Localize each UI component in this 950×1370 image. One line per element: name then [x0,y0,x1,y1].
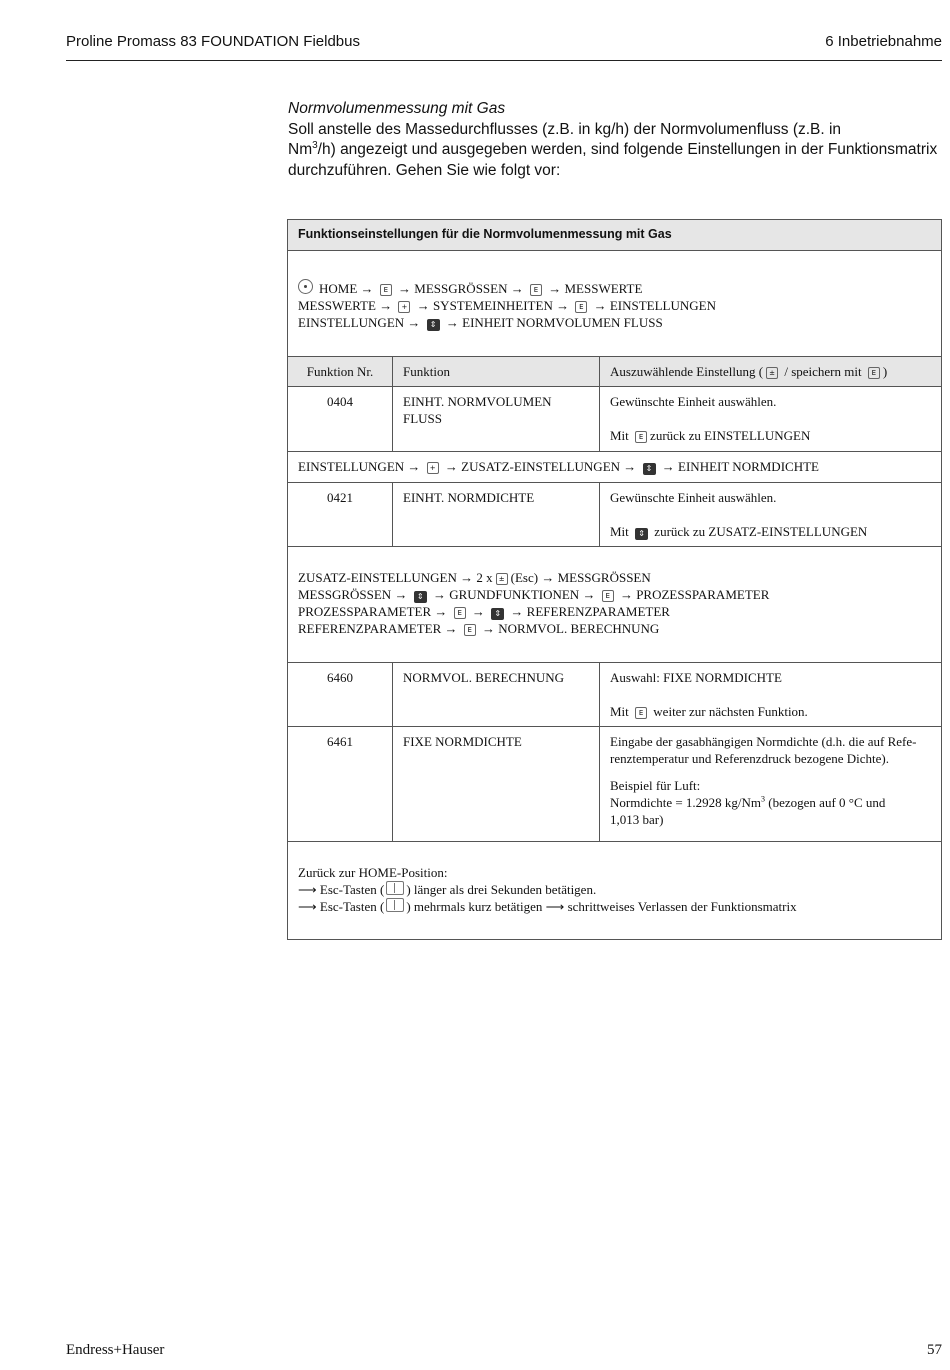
plus-key-icon: + [427,462,439,474]
setting-text: Normdichte = 1.2928 kg/Nm [610,795,762,810]
setting-line [610,523,931,540]
scroll-keys-icon: ⇕ [643,463,656,475]
function-setting [600,663,941,726]
setting-line [610,794,931,811]
setting-line: Beispiel für Luft: [610,778,701,793]
enter-key-icon: E [464,624,476,636]
nav-text: MESSGRÖSSEN [298,587,392,602]
intro-line-1: Soll anstelle des Massedurchflusses (z.B. in kg/h) der Normvolumenfluss (z.B. in [288,120,842,138]
nav-text: 2 x [476,570,493,585]
nav-text: MESSGRÖSSEN [557,570,651,585]
function-number: 0421 [288,483,393,546]
header-divider [66,60,942,61]
nav-text: MESSWERTE [564,281,643,296]
col-header-setting-post: ) [882,364,888,379]
nav-text: (Esc) [510,570,539,585]
col-header-setting-mid: / speichern mit [781,364,865,379]
nav-block-2 [288,451,941,482]
setting-text: zurück zu ZUSATZ-EINSTELLUNGEN [654,524,868,539]
setting-text: (bezogen auf 0 °C und [765,795,886,810]
nav-text: EINHEIT NORMDICHTE [678,459,819,474]
page-number: 57 [927,1342,942,1358]
table-row [288,482,941,546]
nav-text: REFERENZPARAMETER [298,621,442,636]
function-number: 6461 [288,727,393,841]
setting-line: renztemperatur und Referenzdruck bezogene Dichte). [610,751,889,766]
function-setting [600,483,941,546]
esc-keys-icon [386,898,404,912]
nav-line: ZUSATZ-EINSTELLUNGEN → 2 x ± (Esc) → MESSGRÖSSEN [298,570,651,585]
enter-key-icon: E [602,590,614,602]
setting-line: Auswahl: FIXE NORMDICHTE [610,670,782,685]
setting-text: weiter zur nächsten Funktion. [653,704,808,719]
nav-text: REFERENZPARAMETER [526,604,670,619]
enter-key-icon: E [635,431,647,443]
nav-line: MESSWERTE → + → SYSTEMEINHEITEN → E → EINSTELLUNGEN [298,298,716,313]
intro-line-2-sup: 3 [312,139,318,151]
footer-company: Endress+Hauser [66,1342,165,1358]
nav-line: HOME → E → MESSGRÖSSEN → E → MESSWERTE [298,279,931,297]
enter-key-icon: E [454,607,466,619]
table-row [288,386,941,451]
home-return-text: Esc-Tasten ( [319,882,385,897]
table-row [288,726,941,841]
home-return-text: schrittweises Verlassen der Funktionsmatrix [567,899,797,914]
nav-text: ZUSATZ-EINSTELLUNGEN [461,459,621,474]
nav-line: MESSGRÖSSEN → ⇕ → GRUNDFUNKTIONEN → E → PROZESSPARAMETER [298,587,770,602]
nav-block-3 [288,546,941,662]
intro-line-2-post: /h) angezeigt und ausgegeben werden, sind folgende Einstellungen in der Funktionsmatrix [317,141,938,158]
enter-key-icon: E [575,301,587,313]
col-header-setting [600,357,941,386]
function-name: EINHT. NORMVOLUMEN FLUSS [393,387,600,451]
nav-text: EINSTELLUNGEN [609,298,716,313]
nav-text: MESSWERTE [298,298,376,313]
scroll-keys-icon: ⇕ [635,528,648,540]
function-number: 6460 [288,663,393,726]
setting-text: zurück zu EINSTELLUNGEN [650,428,811,443]
nav-line: PROZESSPARAMETER → E → ⇕ → REFERENZPARAMETER [298,604,670,619]
nav-line: EINSTELLUNGEN → + → ZUSATZ-EINSTELLUNGEN → ⇕ → EINHEIT NORMDICHTE [298,459,819,474]
home-key-icon [298,279,313,294]
nav-text: SYSTEMEINHEITEN [432,298,553,313]
header-chapter: 6 Inbetriebnahme [825,33,942,50]
home-return-text: ) mehrmals kurz betätigen [406,899,543,914]
function-setting [600,387,941,451]
scroll-keys-icon: ⇕ [427,319,440,331]
enter-key-icon: E [530,284,542,296]
function-name: EINHT. NORMDICHTE [393,483,600,546]
intro-line-3: durchzuführen. Gehen Sie wie folgt vor: [288,161,561,179]
function-name: FIXE NORMDICHTE [393,727,600,841]
nav-text: GRUNDFUNKTIONEN [449,587,580,602]
esc-keys-icon [386,881,404,895]
intro-section [288,99,938,181]
enter-key-icon: E [380,284,392,296]
home-return-line: ⟶ Esc-Tasten ( ) länger als drei Sekunden betätigen. [298,882,597,897]
home-return-title: Zurück zur HOME-Position: [298,865,448,880]
nav-text: EINSTELLUNGEN [298,459,405,474]
home-return-text: Esc-Tasten ( [319,899,385,914]
home-return-line: ⟶ Esc-Tasten ( ) mehrmals kurz betätigen ⟶ schrittweises Verlassen der Funktionsmatrix [298,899,797,914]
setting-line: 1,013 bar) [610,812,664,827]
nav-block-1 [288,250,941,356]
function-name: NORMVOL. BERECHNUNG [393,663,600,726]
nav-line: EINSTELLUNGEN → ⇕ → EINHEIT NORMVOLUMEN FLUSS [298,315,663,330]
col-header-function: Funktion [393,357,600,386]
esc-keys-icon: ± [496,573,508,585]
setting-text: Mit [610,428,629,443]
setting-line: Eingabe der gasabhängigen Normdichte (d.h. die auf Refe- [610,734,917,749]
column-header-row [288,356,941,386]
table-title: Funktionseinstellungen für die Normvolumenmessung mit Gas [288,220,941,250]
col-header-nr: Funktion Nr. [288,357,393,386]
nav-text: ZUSATZ-EINSTELLUNGEN [298,570,457,585]
settings-table [287,219,942,940]
enter-key-icon: E [635,707,647,719]
nav-text: NORMVOL. BERECHNUNG [498,621,660,636]
plus-minus-key-icon: ± [766,367,778,379]
nav-text: HOME [319,281,358,296]
intro-line-2-pre: Nm [288,141,313,158]
setting-text: Mit [610,524,629,539]
table-row [288,662,941,726]
col-header-setting-pre: Auszuwählende Einstellung ( [610,364,764,379]
nav-text: PROZESSPARAMETER [636,587,770,602]
function-setting [600,727,941,841]
nav-text: EINSTELLUNGEN [298,315,405,330]
scroll-keys-icon: ⇕ [491,608,504,620]
setting-line [610,703,931,720]
scroll-keys-icon: ⇕ [414,591,427,603]
nav-text: PROZESSPARAMETER [298,604,432,619]
function-number: 0404 [288,387,393,451]
setting-line: Gewünschte Einheit auswählen. [610,490,777,505]
plus-key-icon: + [398,301,410,313]
setting-sup: 3 [761,794,766,804]
section-title: Normvolumenmessung mit Gas [288,100,506,117]
intro-line-2 [288,140,938,161]
nav-text: EINHEIT NORMVOLUMEN FLUSS [462,315,663,330]
nav-line: REFERENZPARAMETER → E → NORMVOL. BERECHNUNG [298,621,660,636]
setting-line: Gewünschte Einheit auswählen. [610,394,777,409]
home-return-block [288,841,941,939]
header-document-title: Proline Promass 83 FOUNDATION Fieldbus [66,33,360,50]
nav-text: MESSGRÖSSEN [414,281,508,296]
setting-text: Mit [610,704,629,719]
setting-line [610,427,931,444]
home-return-text: ) länger als drei Sekunden betätigen. [406,882,597,897]
enter-key-icon: E [868,367,880,379]
